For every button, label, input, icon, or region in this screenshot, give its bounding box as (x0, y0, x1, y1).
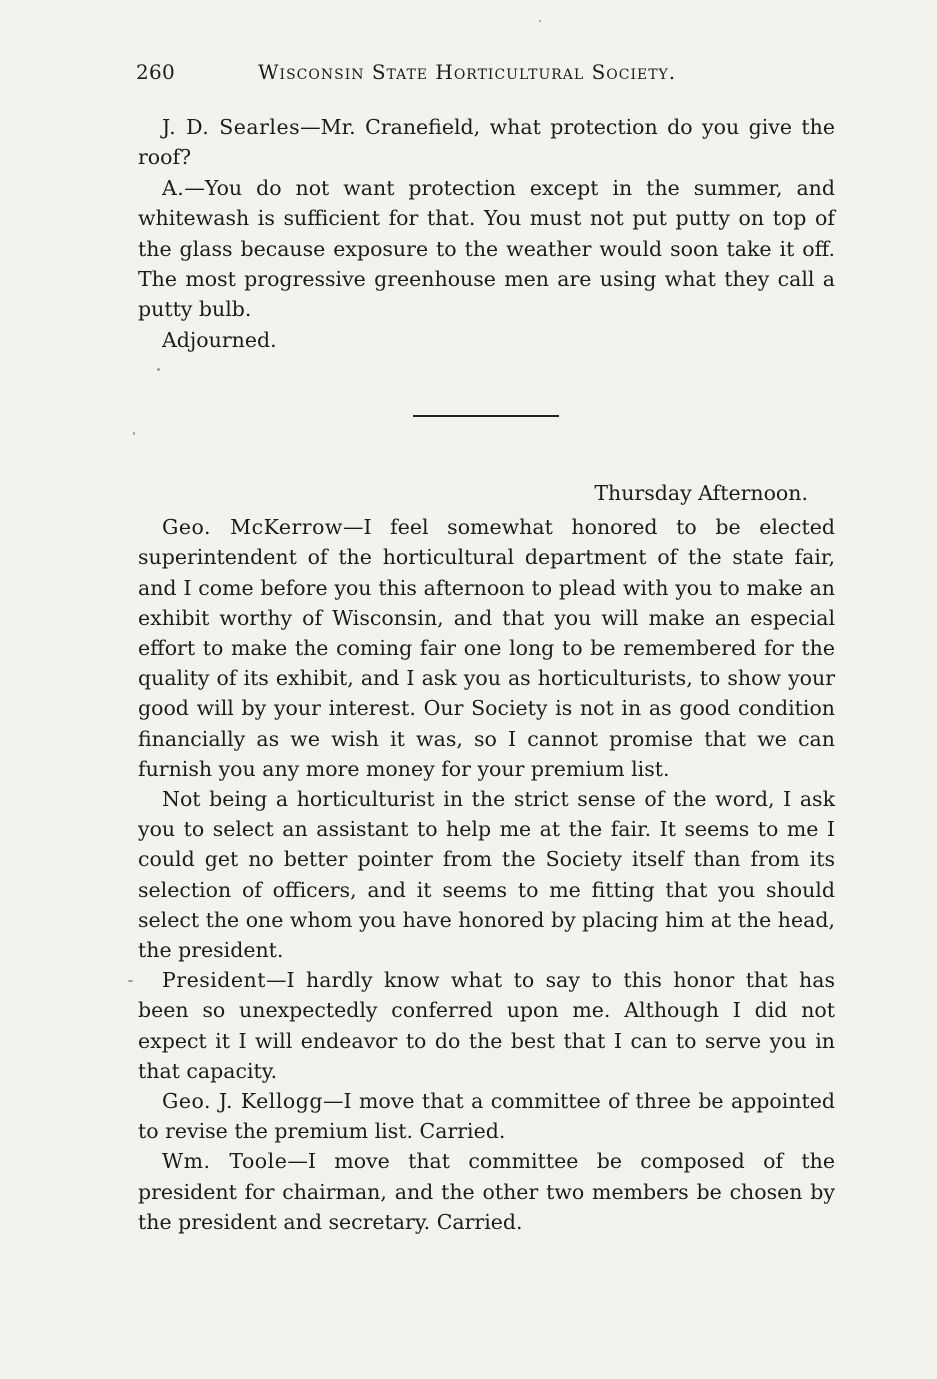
speaker-name: President (162, 968, 266, 993)
paragraph (138, 965, 835, 1086)
paragraph (138, 512, 835, 784)
paragraph-text: —I move that a committee of three be appointed to revise the premium list. Carried. (138, 1089, 836, 1144)
speaker-name: J. D. Searles (162, 115, 301, 139)
section-divider (413, 415, 559, 417)
paragraph-text: —I hardly know what to say to this honor that has been so unexpectedly conferred upon me. Although I did not expect it I will endeavor to do the best that I can to serve you in that capacity. (138, 968, 835, 1083)
speaker-name: Wm. Toole (162, 1149, 288, 1174)
running-title: Wisconsin State Horticultural Society. (258, 60, 677, 84)
speaker-name: Geo. J. Kellogg (162, 1089, 324, 1114)
paragraph (138, 1146, 835, 1237)
speaker-name: Geo. McKerrow (162, 515, 343, 540)
paragraph-text: —You do not want protection except in the summer, and whitewash is sufficient for that. You must not put putty on top of the glass because exposure to the weather would soon take it off. The most progressive greenhouse men are using what they call a putty bulb. (138, 175, 835, 322)
paragraph (138, 112, 835, 173)
paper-speck (128, 980, 133, 982)
paragraph-text: —Mr. Cranefield, what protection do you give the roof? (138, 115, 835, 170)
top-section (138, 112, 835, 355)
paragraph-text: Not being a horticulturist in the strict sense of the word, I ask you to select an assistant to help me at the fair. It seems to me I could get no better pointer from the Society itself than from its selection of officers, and it seems to me fitting that you should select the one whom you have honored by placing him at the head, the president. (138, 787, 835, 963)
page-number: 260 (136, 60, 176, 84)
section-time-heading: Thursday Afternoon. (594, 481, 808, 505)
speaker-name: A. (162, 175, 185, 200)
paragraph (138, 325, 835, 355)
paragraph-text: —I move that committee be composed of the president for chairman, and the other two members be chosen by the president and secretary. Carried. (138, 1149, 835, 1234)
lower-section (138, 478, 835, 1237)
paragraph-text: —I feel somewhat honored to be elected superintendent of the horticultural department of the state fair, and I come before you this afternoon to plead with you to make an exhibit worthy of Wisconsin, and that you will make an especial effort to make the coming fair one long to be remembered for the quality of its exhibit, and I ask you as horticulturists, to show your good will by your interest. Our Society is not in as good condition financially as we wish it was, so I cannot promise that we can furnish you any more money for your premium list. (138, 515, 835, 781)
paragraph-text: Adjourned. (162, 327, 277, 352)
paragraph (138, 1086, 835, 1146)
paragraph (138, 173, 835, 325)
paragraph (138, 784, 835, 965)
paper-speck (539, 20, 541, 22)
paper-speck (157, 368, 160, 371)
paper-speck (133, 432, 135, 435)
